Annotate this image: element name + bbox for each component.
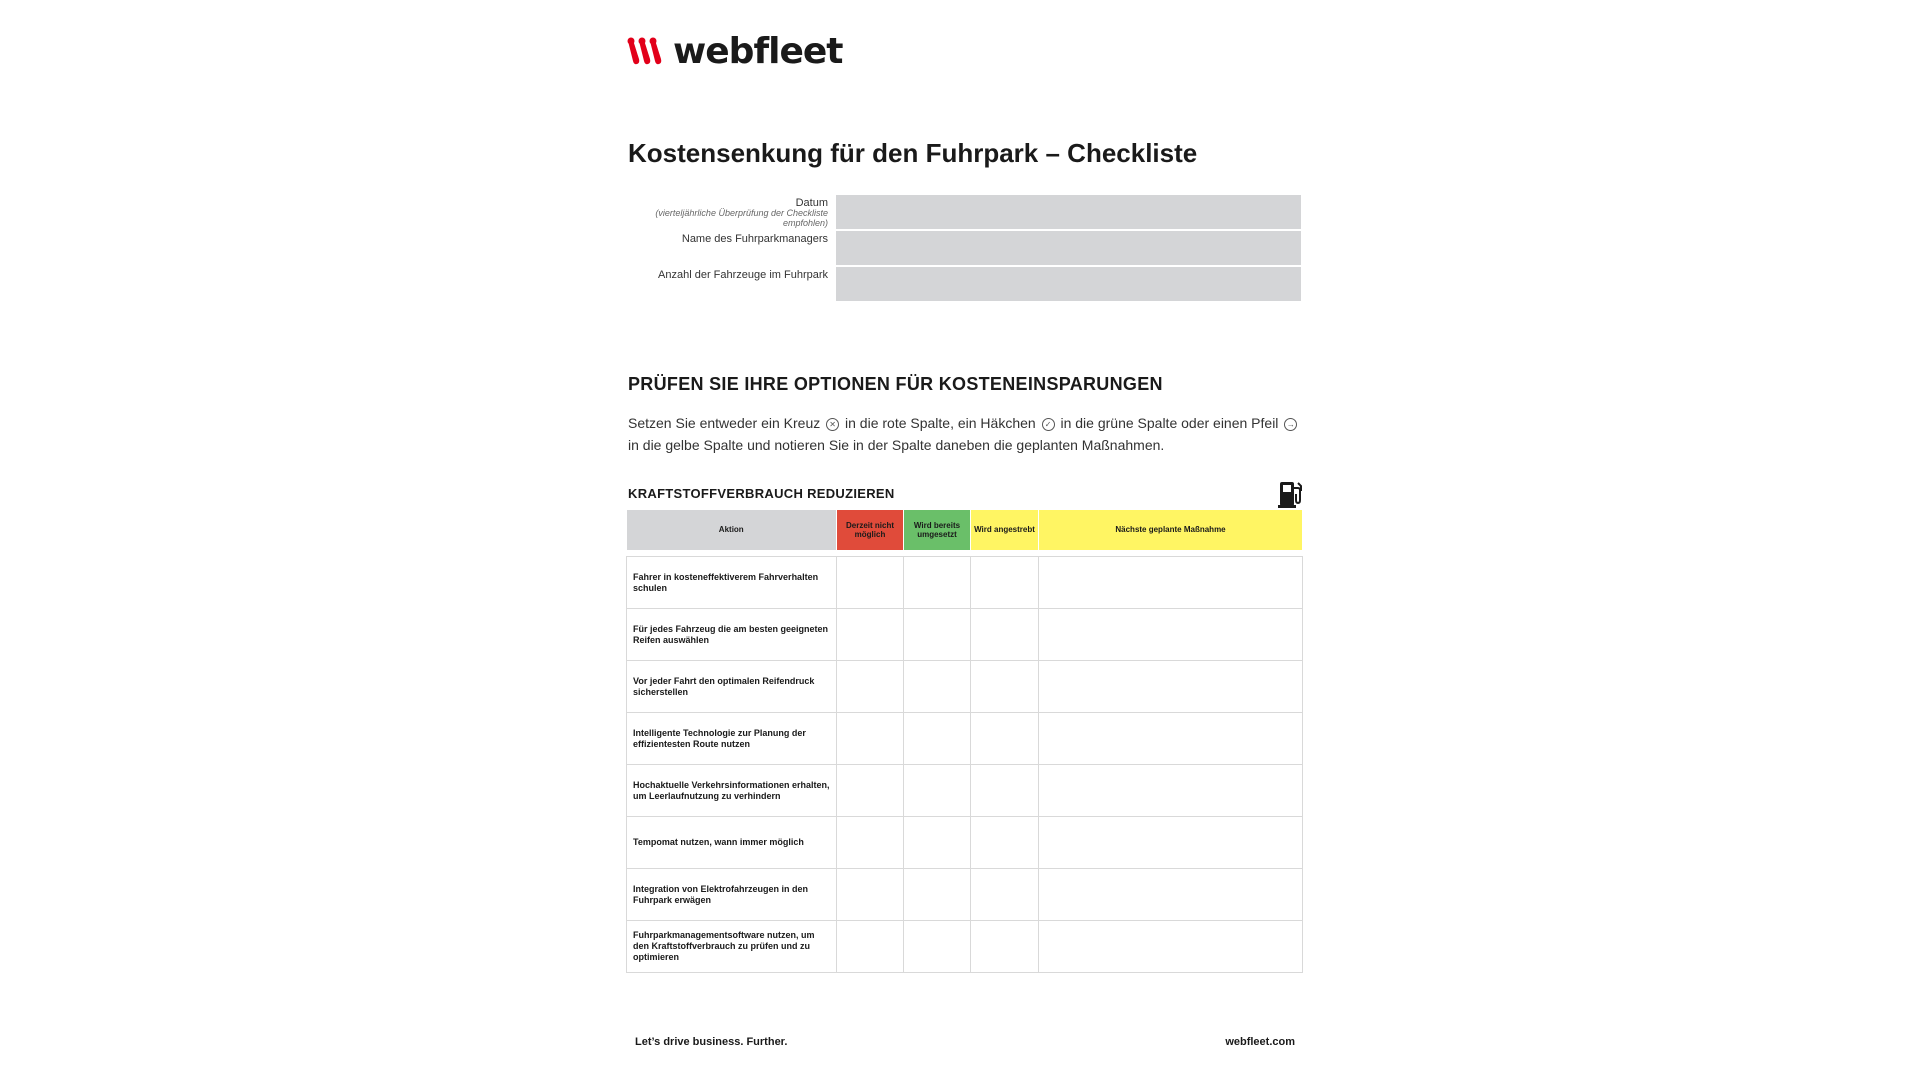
implemented-cell[interactable] <box>904 661 971 713</box>
not-possible-cell[interactable] <box>837 921 904 973</box>
not-possible-cell[interactable] <box>837 661 904 713</box>
date-sublabel: (vierteljährliche Überprüfung der Checkliste empfohlen) <box>655 208 828 228</box>
vehicle-count-field[interactable] <box>836 267 1301 301</box>
footer-tagline: Let’s drive business. Further. <box>635 1036 788 1048</box>
next-steps-cell[interactable] <box>1039 557 1303 609</box>
not-possible-cell[interactable] <box>837 557 904 609</box>
action-cell: Intelligente Technologie zur Planung der effizientesten Route nutzen <box>627 713 837 765</box>
implemented-cell[interactable] <box>904 921 971 973</box>
header-action: Aktion <box>627 510 837 550</box>
instructions-part3: in die grüne Spalte oder einen Pfeil <box>1060 415 1279 431</box>
table-row <box>627 869 1303 921</box>
instructions-part2: in die rote Spalte, ein Häkchen <box>845 415 1036 431</box>
action-cell: Fuhrparkmanagementsoftware nutzen, um den Kraftstoffverbrauch zu prüfen und zu optimieren <box>627 921 837 973</box>
form-row-date <box>628 195 1301 229</box>
table-title: KRAFTSTOFFVERBRAUCH REDUZIEREN <box>628 486 895 501</box>
document-title: Kostensenkung für den Fuhrpark – Checkliste <box>628 138 1198 168</box>
table-row <box>627 609 1303 661</box>
table-row <box>627 661 1303 713</box>
footer-website-link[interactable]: webfleet.com <box>1225 1036 1295 1048</box>
implemented-cell[interactable] <box>904 765 971 817</box>
section-title: PRÜFEN SIE IHRE OPTIONEN FÜR KOSTENEINSPARUNGEN <box>628 374 1163 394</box>
not-possible-cell[interactable] <box>837 765 904 817</box>
arrow-circle-icon: → <box>1284 418 1297 431</box>
form-row-vehicles <box>628 267 1301 301</box>
action-cell: Fahrer in kosteneffektiverem Fahrverhalten schulen <box>627 557 837 609</box>
fuel-pump-icon <box>1278 480 1304 508</box>
action-cell: Für jedes Fahrzeug die am besten geeigneten Reifen auswählen <box>627 609 837 661</box>
planned-cell[interactable] <box>971 921 1039 973</box>
header-next-steps: Nächste geplante Maßnahme <box>1039 510 1303 550</box>
table-row <box>627 817 1303 869</box>
check-circle-icon: ✓ <box>1042 418 1055 431</box>
manager-name-field[interactable] <box>836 231 1301 265</box>
not-possible-cell[interactable] <box>837 817 904 869</box>
table-row <box>627 713 1303 765</box>
header-not-possible: Derzeit nicht möglich <box>837 510 904 550</box>
implemented-cell[interactable] <box>904 557 971 609</box>
next-steps-cell[interactable] <box>1039 713 1303 765</box>
vehicles-label-text: Anzahl der Fahrzeuge im Fuhrpark <box>658 269 828 281</box>
table-row <box>627 921 1303 973</box>
next-steps-cell[interactable] <box>1039 609 1303 661</box>
action-cell: Tempomat nutzen, wann immer möglich <box>627 817 837 869</box>
planned-cell[interactable] <box>971 869 1039 921</box>
next-steps-cell[interactable] <box>1039 765 1303 817</box>
not-possible-cell[interactable] <box>837 609 904 661</box>
manager-label-text: Name des Fuhrparkmanagers <box>681 233 828 245</box>
next-steps-cell[interactable] <box>1039 869 1303 921</box>
instructions-part1: Setzen Sie entweder ein Kreuz <box>628 415 821 431</box>
implemented-cell[interactable] <box>904 609 971 661</box>
form-row-manager <box>628 231 1301 265</box>
table-row <box>627 557 1303 609</box>
vehicles-label <box>628 267 836 301</box>
brand-logo[interactable] <box>627 31 843 72</box>
implemented-cell[interactable] <box>904 713 971 765</box>
table-header-row <box>627 510 1303 550</box>
implemented-cell[interactable] <box>904 817 971 869</box>
header-planned: Wird angestrebt <box>971 510 1039 550</box>
webfleet-logo-icon <box>627 37 665 67</box>
date-label-text: Datum <box>795 197 828 209</box>
planned-cell[interactable] <box>971 557 1039 609</box>
planned-cell[interactable] <box>971 817 1039 869</box>
action-cell: Vor jeder Fahrt den optimalen Reifendruck sicherstellen <box>627 661 837 713</box>
next-steps-cell[interactable] <box>1039 921 1303 973</box>
header-implemented: Wird bereits umgesetzt <box>904 510 971 550</box>
planned-cell[interactable] <box>971 661 1039 713</box>
next-steps-cell[interactable] <box>1039 661 1303 713</box>
cross-circle-icon: ✕ <box>826 418 839 431</box>
table-row <box>627 765 1303 817</box>
date-label <box>628 195 836 229</box>
not-possible-cell[interactable] <box>837 869 904 921</box>
fuel-checklist-table <box>626 510 1303 973</box>
instructions-part4: in die gelbe Spalte und notieren Sie in der Spalte daneben die geplanten Maßnahmen. <box>628 437 1165 453</box>
planned-cell[interactable] <box>971 609 1039 661</box>
not-possible-cell[interactable] <box>837 713 904 765</box>
planned-cell[interactable] <box>971 713 1039 765</box>
instructions <box>628 412 1308 456</box>
manager-label <box>628 231 836 265</box>
header-form <box>628 195 1301 303</box>
planned-cell[interactable] <box>971 765 1039 817</box>
action-cell: Integration von Elektrofahrzeugen in den Fuhrpark erwägen <box>627 869 837 921</box>
next-steps-cell[interactable] <box>1039 817 1303 869</box>
brand-name: webfleet <box>673 31 843 72</box>
date-field[interactable] <box>836 195 1301 229</box>
implemented-cell[interactable] <box>904 869 971 921</box>
action-cell: Hochaktuelle Verkehrsinformationen erhalten, um Leerlaufnutzung zu verhindern <box>627 765 837 817</box>
